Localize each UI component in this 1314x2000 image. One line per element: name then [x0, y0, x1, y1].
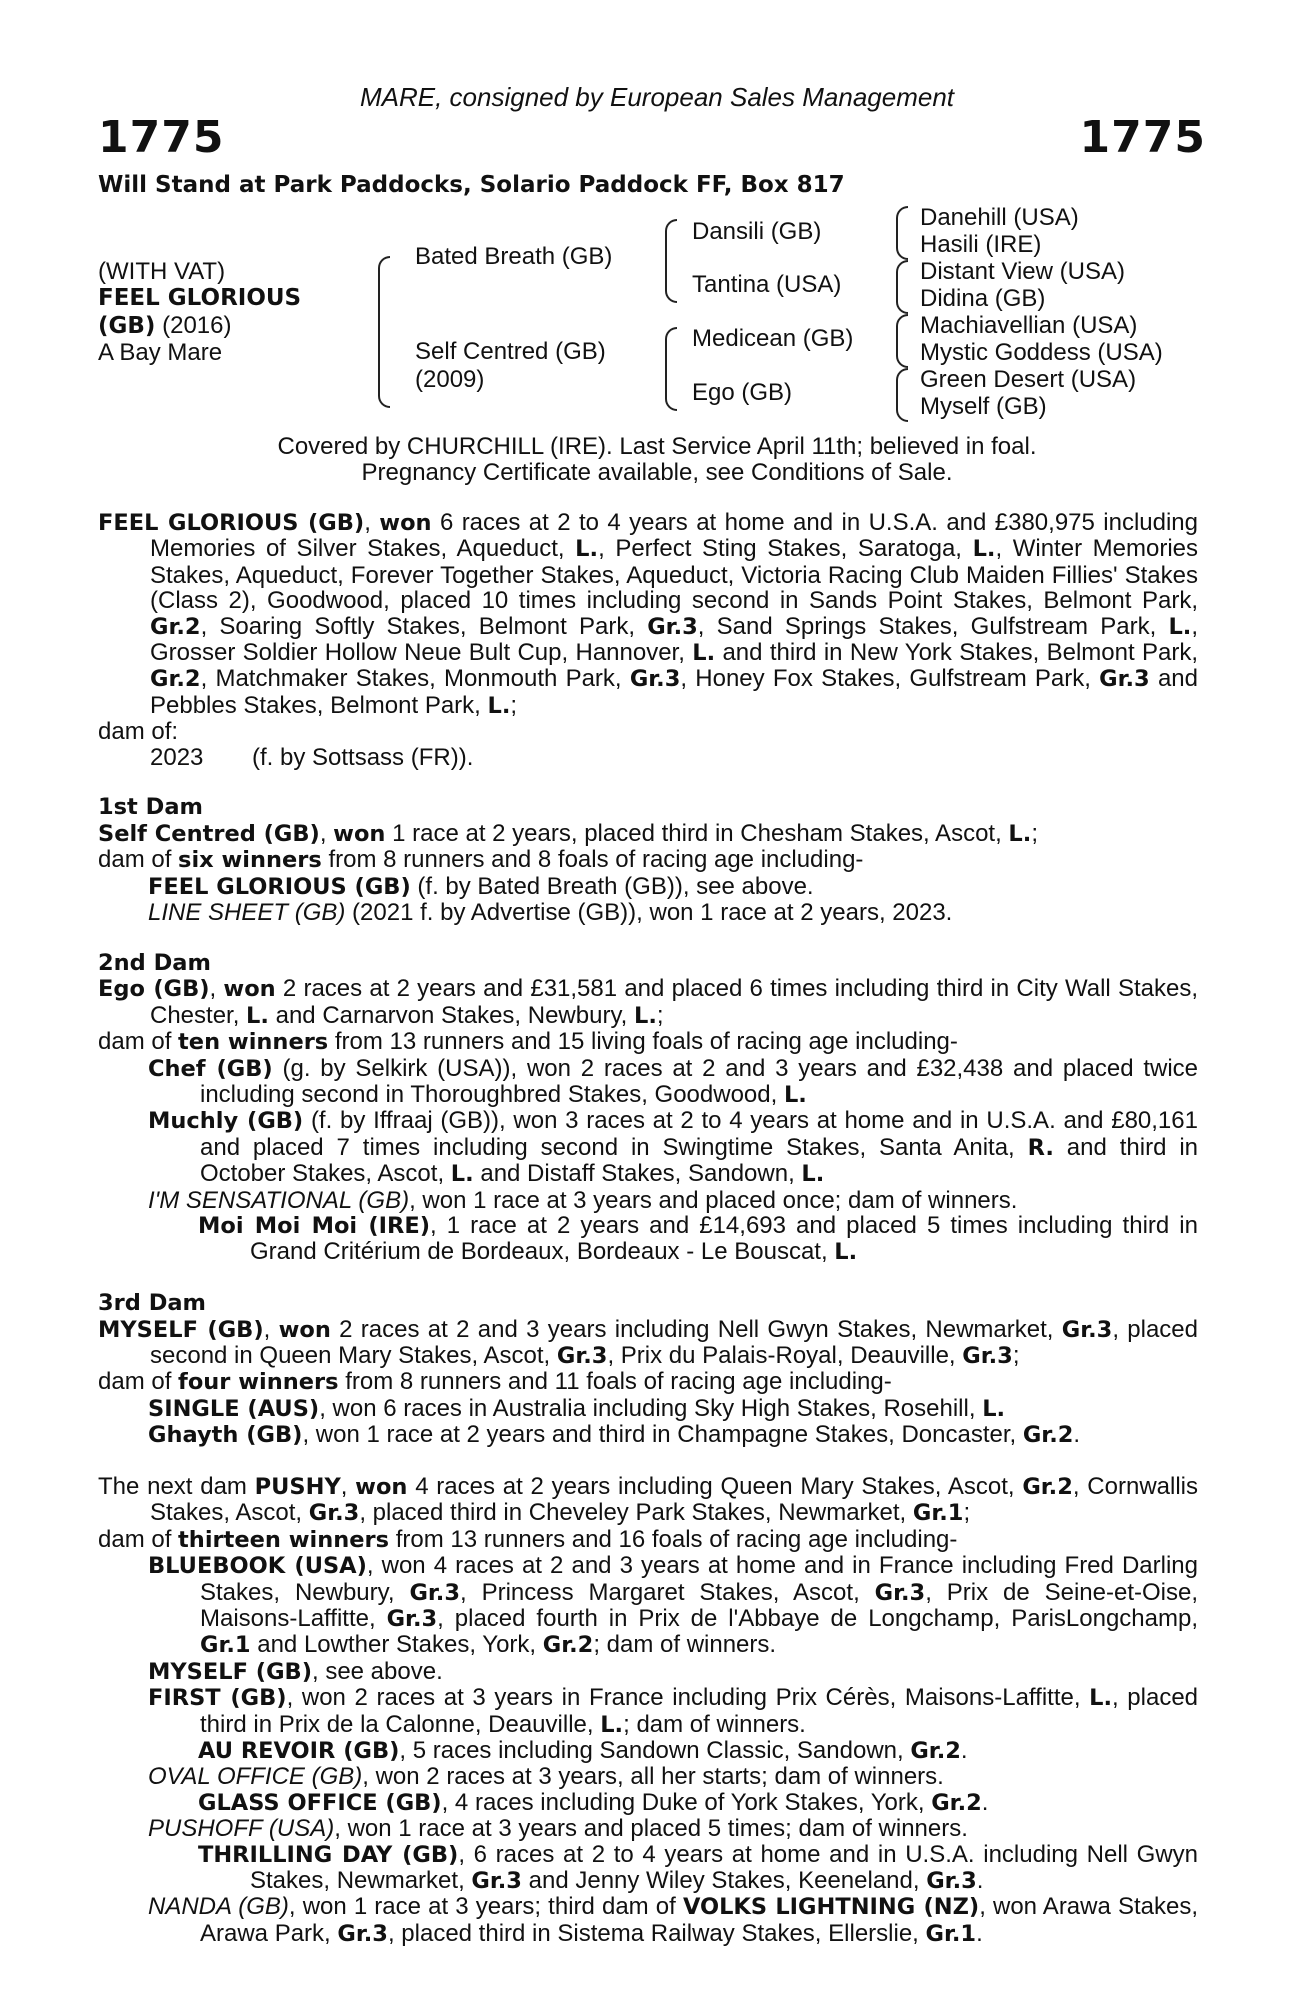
second-dam-foal: I'M SENSATIONAL (GB), won 1 race at 3 years and placed once; dam of winners.	[148, 1186, 1018, 1214]
pedigree-sire-sire: Dansili (GB)	[692, 218, 822, 245]
pedigree-dam-dam: Ego (GB)	[692, 379, 793, 406]
pedigree-dam-sire: Medicean (GB)	[692, 325, 854, 352]
produce-row: 2023 (f. by Sottsass (FR)).	[150, 743, 474, 771]
horse-name-suffix-year: (GB) (2016)	[98, 312, 232, 339]
second-dam-foal: Chef (GB) (g. by Selkirk (USA)), won 2 races at 2 and 3 years and £32,438 and placed twice including second in Thoroughbred Stakes, Goodwood, L.	[148, 1054, 1198, 1108]
next-dam-produce-summary: dam of thirteen winners from 13 runners and 16 foals of racing age including-	[98, 1525, 958, 1553]
next-dam-foal: MYSELF (GB), see above.	[148, 1657, 443, 1685]
first-dam-record: Self Centred (GB), won 1 race at 2 years, placed third in Chesham Stakes, Ascot, L.;	[98, 819, 1038, 847]
second-dam-heading: 2nd Dam	[98, 949, 211, 976]
pedigree-sire-dam: Tantina (USA)	[692, 271, 842, 298]
third-dam-record: MYSELF (GB), won 2 races at 2 and 3 years including Nell Gwyn Stakes, Newmarket, Gr.3, placed second in Queen Mary Stakes, Ascot, Gr.3, Prix du Palais-Royal, Deauville, Gr.3;	[98, 1315, 1199, 1369]
pedigree-dam-year: (2009)	[415, 366, 485, 393]
covered-line-1: Covered by CHURCHILL (IRE). Last Service April 11th; believed in foal.	[277, 433, 1037, 460]
second-dam-grandfoal: Moi Moi Moi (IRE), 1 race at 2 years and £14,693 and placed 5 times including third in Grand Critérium de Bordeaux, Bordeaux - Le Bouscat, L.	[198, 1211, 1198, 1266]
next-dam-grandfoal: GLASS OFFICE (GB), 4 races including Duke of York Stakes, York, Gr.2.	[198, 1788, 989, 1816]
pedigree-g3-item: Didina (GB)	[920, 285, 1046, 312]
pedigree-g3-item: Danehill (USA)	[920, 204, 1079, 231]
race-record: FEEL GLORIOUS (GB), won 6 races at 2 to 4 years at home and in U.S.A. and £380,975 including Memories of Silver Stakes, Aqueduct, L., Perfect Sting Stakes, Saratoga, L., Winter Memories Stakes, Aqueduct, Forever Together Stakes, Aqueduct, Victoria Racing Club Maiden Fillies' Stakes (Class 2), Goodwood, placed 10 times including second in Sands Point Stakes, Belmont Park, Gr.2, Soaring Softly Stakes, Belmont Park, Gr.3, Sand Springs Stakes, Gulfstream Park, L., Grosser Soldier Hollow Neue Bult Cup, Hannover, L. and third in New York Stakes, Belmont Park, Gr.2, Matchmaker Stakes, Monmouth Park, Gr.3, Honey Fox Stakes, Gulfstream Park, Gr.3 and Pebbles Stakes, Belmont Park, L.;	[98, 509, 1199, 719]
pedigree-brace-g3-1	[896, 206, 908, 260]
pedigree-g3-item: Mystic Goddess (USA)	[920, 339, 1163, 366]
pedigree-g3-item: Machiavellian (USA)	[920, 312, 1138, 339]
pedigree-g3-item: Distant View (USA)	[920, 258, 1125, 285]
catalogue-body	[98, 510, 1198, 1947]
pedigree-brace-g3-2	[896, 260, 908, 314]
pedigree-brace-dam	[665, 327, 677, 411]
second-dam-record: Ego (GB), won 2 races at 2 years and £31,581 and placed 6 times including third in City Wall Stakes, Chester, L. and Carnarvon Stakes, Newbury, L.;	[98, 975, 1199, 1029]
next-dam-record: The next dam PUSHY, won 4 races at 2 years including Queen Mary Stakes, Ascot, Gr.2, Cornwallis Stakes, Ascot, Gr.3, placed third in Cheveley Park Stakes, Newmarket, Gr.1;	[98, 1472, 1198, 1527]
third-dam-foal: SINGLE (AUS), won 6 races in Australia including Sky High Stakes, Rosehill, L.	[148, 1394, 1006, 1422]
vat-label: (WITH VAT)	[98, 258, 226, 285]
first-dam-foal: LINE SHEET (GB) (2021 f. by Advertise (GB)), won 1 race at 2 years, 2023.	[148, 899, 953, 927]
third-dam-produce-summary: dam of four winners from 8 runners and 11 foals of racing age including-	[98, 1368, 892, 1396]
covered-note	[0, 434, 1314, 486]
first-dam-foal: FEEL GLORIOUS (GB) (f. by Bated Breath (GB)), see above.	[148, 872, 814, 900]
next-dam-foal: OVAL OFFICE (GB), won 2 races at 3 years, all her starts; dam of winners.	[148, 1763, 944, 1791]
stand-location: Will Stand at Park Paddocks, Solario Paddock FF, Box 817	[98, 172, 845, 198]
lot-number-right: 1775	[1079, 112, 1206, 163]
dam-of-label: dam of:	[98, 718, 179, 746]
next-dam-foal: NANDA (GB), won 1 race at 3 years; third dam of VOLKS LIGHTNING (NZ), won Arawa Stakes, Arawa Park, Gr.3, placed third in Sistema Railway Stakes, Ellerslie, Gr.1.	[148, 1893, 1198, 1947]
pedigree-g3-item: Green Desert (USA)	[920, 366, 1137, 393]
horse-description: A Bay Mare	[98, 339, 223, 366]
pedigree-g3-item: Myself (GB)	[920, 393, 1047, 420]
consignment-line: MARE, consigned by European Sales Management	[359, 82, 954, 112]
first-dam-produce-summary: dam of six winners from 8 runners and 8 foals of racing age including-	[98, 846, 864, 874]
third-dam-heading: 3rd Dam	[98, 1290, 206, 1317]
pedigree-brace-g3-3	[896, 314, 908, 368]
next-dam-foal: FIRST (GB), won 2 races at 3 years in France including Prix Cérès, Maisons-Laffitte, L., placed third in Prix de la Calonne, Deauville, L.; dam of winners.	[148, 1684, 1199, 1738]
first-dam-heading: 1st Dam	[98, 794, 203, 821]
third-dam-foal: Ghayth (GB), won 1 race at 2 years and third in Champagne Stakes, Doncaster, Gr.2.	[148, 1421, 1081, 1449]
pedigree-dam: Self Centred (GB)	[415, 338, 606, 365]
pedigree-sire: Bated Breath (GB)	[415, 243, 613, 270]
pedigree-g3-item: Hasili (IRE)	[920, 231, 1042, 258]
pedigree-brace-sire	[665, 219, 677, 303]
next-dam-grandfoal: AU REVOIR (GB), 5 races including Sandown Classic, Sandown, Gr.2.	[198, 1737, 968, 1765]
pedigree-brace-g3-4	[896, 368, 908, 422]
next-dam-grandfoal: THRILLING DAY (GB), 6 races at 2 to 4 years at home and in U.S.A. including Nell Gwyn Stakes, Newmarket, Gr.3 and Jenny Wiley Stakes, Keeneland, Gr.3.	[198, 1840, 1198, 1895]
next-dam-foal: PUSHOFF (USA), won 1 race at 3 years and placed 5 times; dam of winners.	[148, 1815, 968, 1843]
second-dam-foal: Muchly (GB) (f. by Iffraaj (GB)), won 3 races at 2 to 4 years at home and in U.S.A. and £80,161 and placed 7 times including second in Swingtime Stakes, Santa Anita, R. and third in October Stakes, Ascot, L. and Distaff Stakes, Sandown, L.	[148, 1107, 1198, 1188]
lot-number-left: 1775	[98, 112, 225, 163]
pedigree-brace-main	[378, 256, 390, 408]
next-dam-foal: BLUEBOOK (USA), won 4 races at 2 and 3 years at home and in France including Fred Darling Stakes, Newbury, Gr.3, Princess Margaret Stakes, Ascot, Gr.3, Prix de Seine-et-Oise, Maisons-Laffitte, Gr.3, placed fourth in Prix de l'Abbaye de Longchamp, ParisLongchamp, Gr.1 and Lowther Stakes, York, Gr.2; dam of winners.	[148, 1552, 1199, 1659]
covered-line-2: Pregnancy Certificate available, see Conditions of Sale.	[361, 459, 953, 486]
second-dam-produce-summary: dam of ten winners from 13 runners and 15 living foals of racing age including-	[98, 1028, 958, 1056]
horse-name: FEEL GLORIOUS	[98, 285, 302, 311]
